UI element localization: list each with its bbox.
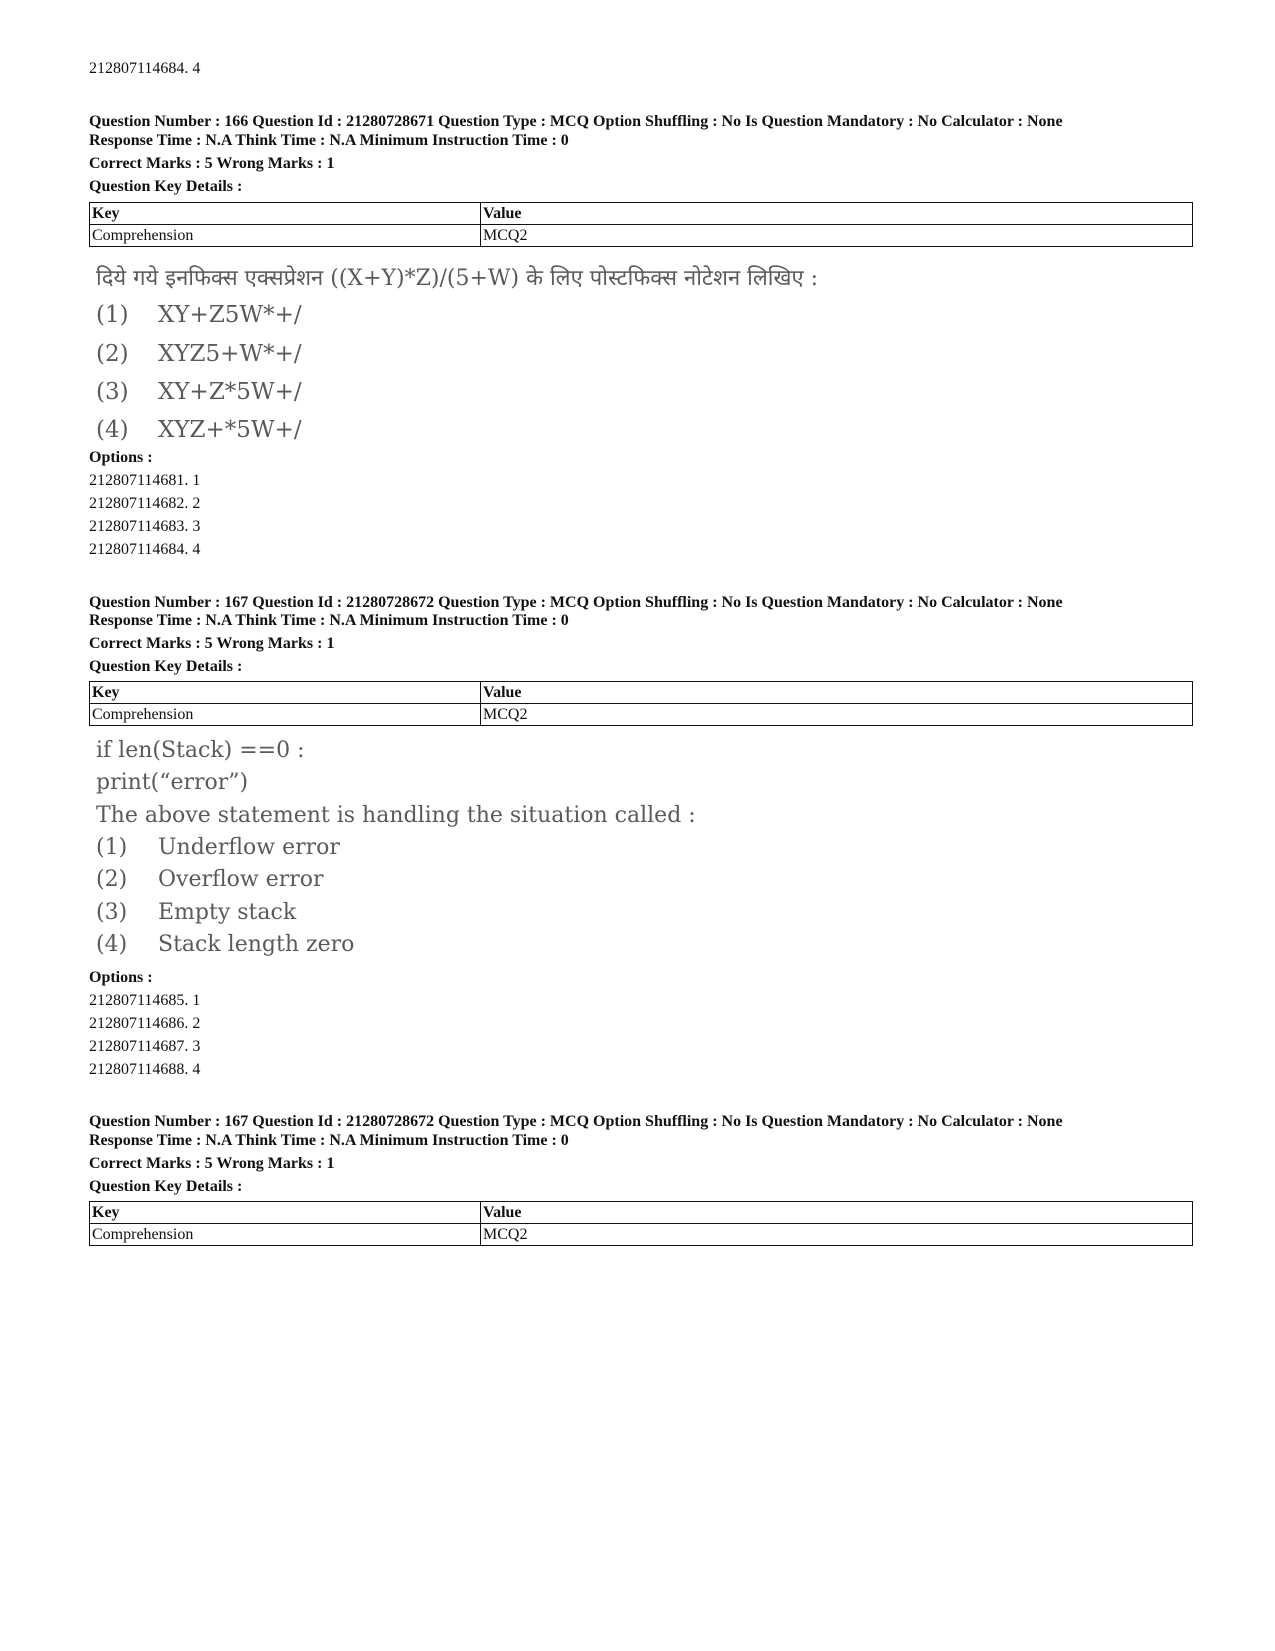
question-stem-line: The above statement is handling the situation called : (96, 803, 696, 828)
question-key-table (89, 202, 1193, 247)
choice-row (96, 835, 340, 860)
choice-number: (2) (96, 867, 128, 892)
choice-text: XY+Z*5W+/ (158, 379, 302, 405)
question-key-table (89, 1201, 1193, 1246)
choice-text: Empty stack (158, 900, 297, 925)
question-marks-line: Correct Marks : 5 Wrong Marks : 1 (89, 635, 335, 652)
choice-text: XY+Z5W*+/ (158, 302, 302, 328)
key-header-cell: Key (90, 203, 481, 225)
choice-row (96, 302, 302, 328)
choice-number: (1) (96, 302, 129, 328)
choice-number: (2) (96, 341, 129, 367)
question-image (96, 262, 996, 452)
choice-text: Overflow error (158, 867, 324, 892)
question-timing-line: Response Time : N.A Think Time : N.A Minimum Instruction Time : 0 (89, 612, 569, 629)
value-header-cell: Value (481, 1202, 1193, 1224)
question-meta-line: Question Number : 166 Question Id : 21280728671 Question Type : MCQ Option Shuffling : No Is Question Mandatory : No Calculator : None (89, 113, 1063, 130)
choice-text: XYZ5+W*+/ (158, 341, 302, 367)
choice-row (96, 417, 302, 443)
question-timing-line: Response Time : N.A Think Time : N.A Minimum Instruction Time : 0 (89, 132, 569, 149)
question-meta-line: Question Number : 167 Question Id : 21280728672 Question Type : MCQ Option Shuffling : No Is Question Mandatory : No Calculator : None (89, 1113, 1063, 1130)
value-cell: MCQ2 (481, 704, 1193, 726)
choice-number: (3) (96, 379, 129, 405)
choice-text: Stack length zero (158, 932, 355, 957)
choice-row (96, 379, 302, 405)
question-timing-line: Response Time : N.A Think Time : N.A Minimum Instruction Time : 0 (89, 1132, 569, 1149)
option-id: 212807114686. 2 (89, 1015, 201, 1032)
choice-row (96, 900, 296, 925)
question-marks-line: Correct Marks : 5 Wrong Marks : 1 (89, 155, 335, 172)
question-stem-line: print(“error”) (96, 770, 249, 795)
choice-number: (4) (96, 417, 129, 443)
options-label: Options : (89, 449, 153, 466)
value-header-cell: Value (481, 682, 1193, 704)
option-id: 212807114681. 1 (89, 472, 201, 489)
option-id: 212807114683. 3 (89, 518, 201, 535)
option-id: 212807114682. 2 (89, 495, 201, 512)
choice-row (96, 867, 324, 892)
question-key-details-label: Question Key Details : (89, 1178, 243, 1195)
key-cell: Comprehension (90, 225, 481, 247)
value-header-cell: Value (481, 203, 1193, 225)
question-key-table (89, 681, 1193, 726)
value-cell: MCQ2 (481, 225, 1193, 247)
key-cell: Comprehension (90, 704, 481, 726)
question-stem: दिये गये इनफिक्स एक्सप्रेशन ((X+Y)*Z)/(5+W) के लिए पोस्टफिक्स नोटेशन लिखिए : (96, 266, 819, 291)
choice-text: XYZ+*5W+/ (158, 417, 302, 443)
key-header-cell: Key (90, 682, 481, 704)
question-meta-line: Question Number : 167 Question Id : 21280728672 Question Type : MCQ Option Shuffling : No Is Question Mandatory : No Calculator : None (89, 594, 1063, 611)
key-header-cell: Key (90, 1202, 481, 1224)
question-key-details-label: Question Key Details : (89, 658, 243, 675)
option-id: 212807114688. 4 (89, 1061, 201, 1078)
value-cell: MCQ2 (481, 1224, 1193, 1246)
question-key-details-label: Question Key Details : (89, 178, 243, 195)
choice-text: Underflow error (158, 835, 340, 860)
choice-number: (3) (96, 900, 128, 925)
choice-number: (4) (96, 932, 128, 957)
question-stem-line: if len(Stack) ==0 : (96, 738, 305, 763)
option-id: 212807114684. 4 (89, 541, 201, 558)
question-marks-line: Correct Marks : 5 Wrong Marks : 1 (89, 1155, 335, 1172)
option-id: 212807114685. 1 (89, 992, 201, 1009)
choice-number: (1) (96, 835, 128, 860)
header-option-id: 212807114684. 4 (89, 60, 201, 77)
option-id: 212807114687. 3 (89, 1038, 201, 1055)
options-label: Options : (89, 969, 153, 986)
key-cell: Comprehension (90, 1224, 481, 1246)
choice-row (96, 932, 354, 957)
choice-row (96, 341, 302, 367)
question-image (96, 738, 996, 968)
